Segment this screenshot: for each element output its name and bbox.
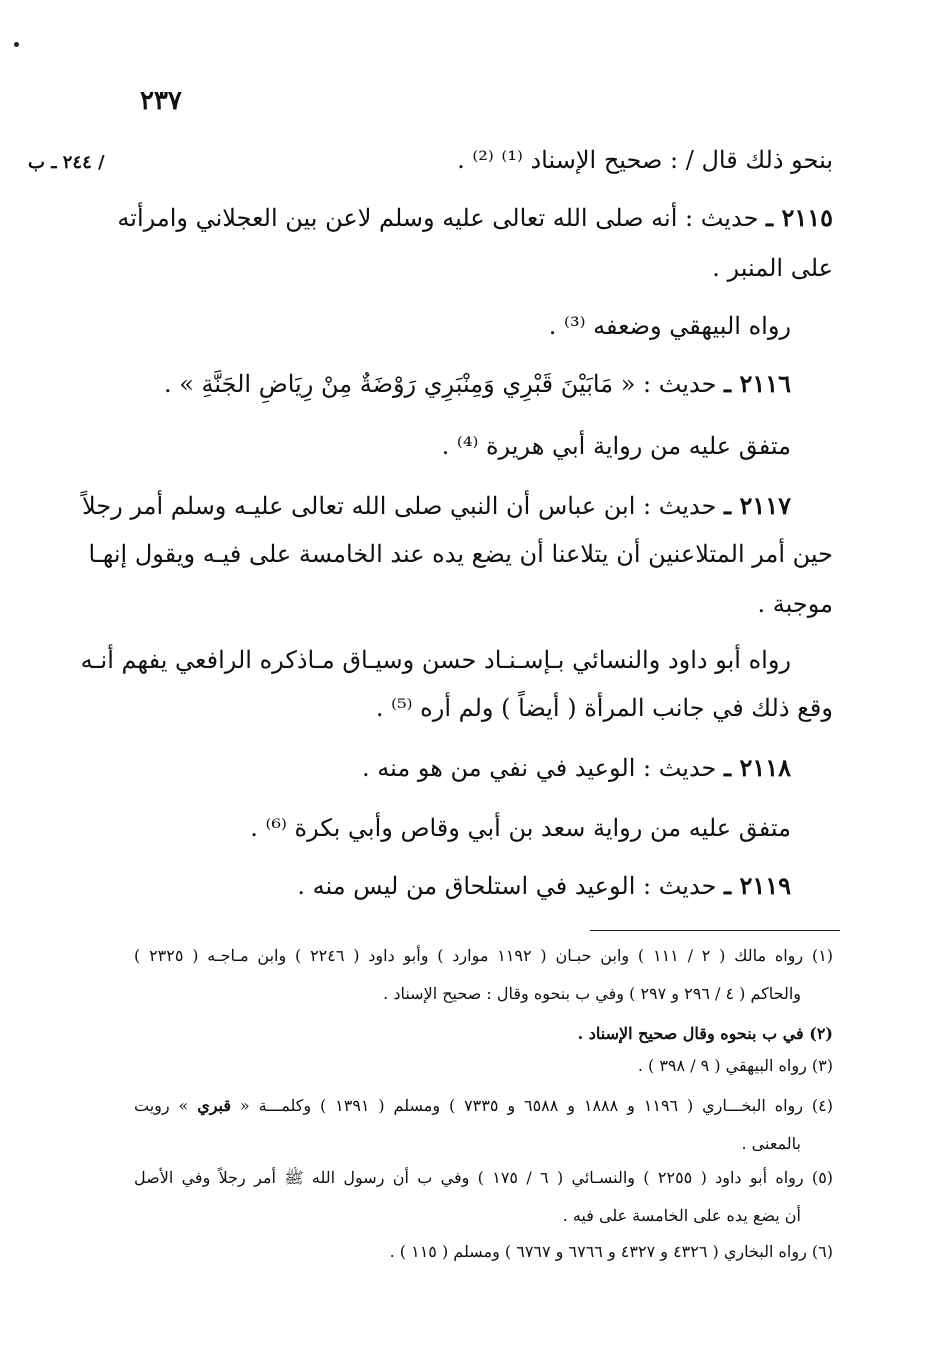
hadith-2117-line-2: حين أمر المتلاعنين أن يتلاعنا أن يضع يده عند الخامسة على فيـه ويقول إنهـا — [88, 540, 833, 568]
hadith-number: ٢١١٩ ـ — [724, 871, 791, 900]
footnote-divider — [590, 930, 840, 931]
manuscript-folio-reference: / ٢٤٤ ـ ب — [28, 152, 105, 173]
hadith-2118-line-1 — [362, 754, 791, 783]
footnote-5-line-1: (٥) رواه أبو داود ( ٢٢٥٥ ) والنسـائي ( ٦ / ١٧٥ ) وفي ب أن رسول الله ﷺ أمر رجلاً وفي الأصل — [134, 1168, 834, 1187]
footnote-keyword: قبري — [197, 1096, 232, 1115]
hadith-2116-line-1 — [164, 370, 791, 399]
footnote-2: (٢) في ب بنحوه وقال صحيح الإسناد . — [577, 1024, 833, 1043]
hadith-2117-source-1: رواه أبو داود والنسائي بـإسـنـاد حسن وسيـاق مـاذكره الرافعي يفهم أنـه — [80, 646, 791, 674]
scan-speck — [14, 42, 19, 47]
hadith-text: حديث : ابن عباس أن النبي صلى الله تعالى عليـه وسلم أمر رجلاً — [82, 492, 717, 520]
hadith-text: حديث : أنه صلى الله تعالى عليه وسلم لاعن بين العجلاني وامرأته — [117, 204, 759, 232]
footnote-text: » رويت — [134, 1096, 189, 1115]
hadith-number: ٢١١٥ ـ — [766, 203, 833, 232]
footnote-1-line-2: والحاكم ( ٤ / ٢٩٦ و ٢٩٧ ) وفي ب بنحوه وقال : صحيح الإسناد . — [383, 984, 801, 1003]
footnote-text: (٤) رواه البخـــاري ( ١١٩٦ و ١٨٨٨ و ٦٥٨٨ و ٧٣٣٥ ) ومسلم ( ١٣٩١ ) وكلمـــة « — [239, 1096, 833, 1115]
hadith-text: حديث : « مَابَيْنَ قَبْرِي وَمِنْبَرِي رَوْضَةٌ مِنْ رِيَاضِ الجَنَّةِ » . — [163, 370, 717, 398]
hadith-2117-line-1 — [82, 491, 791, 521]
hadith-text: حديث : الوعيد في استلحاق من ليس منه . — [297, 872, 717, 900]
body-line-intro — [457, 146, 833, 175]
footnote-4-line-2: بالمعنى . — [741, 1134, 801, 1153]
page-number: ٢٣٧ — [140, 86, 182, 116]
hadith-number: ٢١١٦ ـ — [724, 369, 791, 398]
hadith-2117-source-2: وقع ذلك في جانب المرأة ( أيضاً ) ولم أره ⁽⁵⁾ . — [375, 694, 833, 722]
footnote-1-line-1: (١) رواه مالك ( ٢ / ١١١ ) وابن حبـان ( ١١٩٢ موارد ) وأبو داود ( ٢٢٤٦ ) وابن مـاجـه ( ٢٣٢٥ ) — [134, 946, 834, 965]
footnote-5-line-2: أن يضع يده على الخامسة على فيه . — [562, 1206, 801, 1225]
hadith-2115-source: رواه البيهقي وضعفه ⁽³⁾ . — [548, 312, 791, 340]
hadith-text: حديث : الوعيد في نفي من هو منه . — [361, 754, 717, 782]
hadith-2115-line-1 — [117, 203, 833, 233]
footnote-6: (٦) رواه البخاري ( ٤٣٢٦ و ٤٣٢٧ و ٦٧٦٦ و ٦٧٦٧ ) ومسلم ( ١١٥ ) . — [389, 1242, 833, 1261]
hadith-2116-source: متفق عليه من رواية أبي هريرة ⁽⁴⁾ . — [441, 432, 791, 460]
hadith-2118-source: متفق عليه من رواية سعد بن أبي وقاص وأبي بكرة ⁽⁶⁾ . — [250, 814, 791, 842]
body-text: بنحو ذلك قال / : صحيح الإسناد ⁽¹⁾ ⁽²⁾ . — [457, 146, 833, 174]
hadith-number: ٢١١٧ ـ — [724, 491, 791, 520]
footnote-3: (٣) رواه البيهقي ( ٩ / ٣٩٨ ) . — [637, 1056, 833, 1075]
hadith-2115-line-2: على المنبر . — [712, 254, 833, 282]
hadith-2119-line-1 — [297, 872, 791, 901]
footnote-4-line-1 — [134, 1096, 833, 1115]
hadith-number: ٢١١٨ ـ — [724, 753, 791, 782]
hadith-2117-line-3: موجبة . — [757, 590, 833, 618]
